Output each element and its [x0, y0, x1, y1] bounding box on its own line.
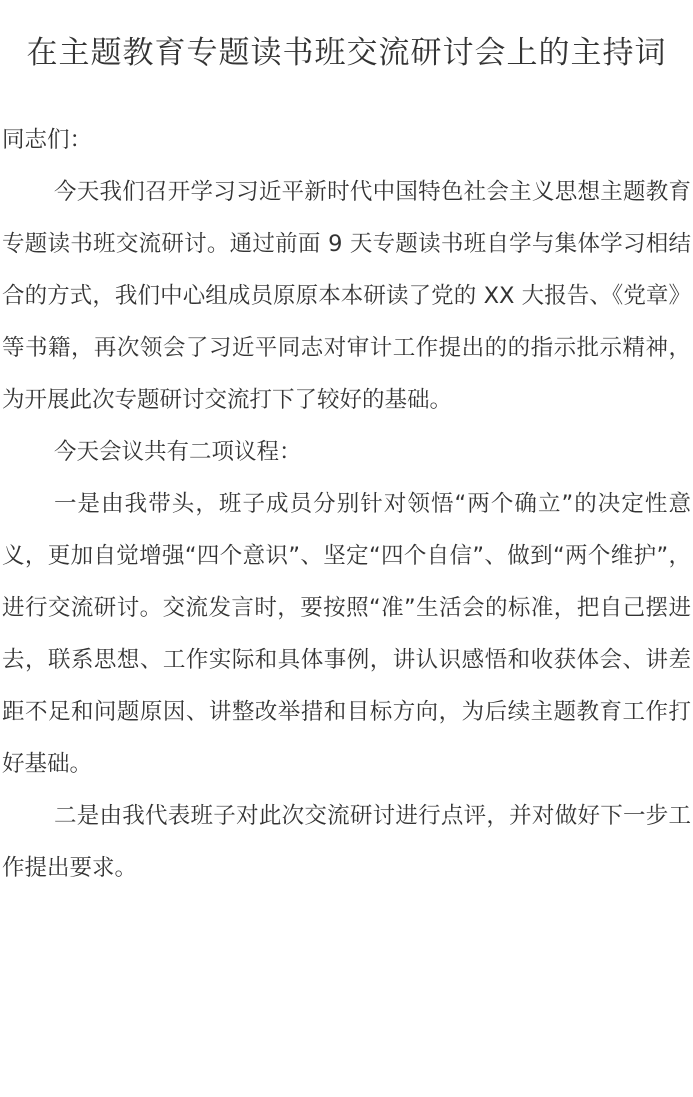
- paragraph-item-two: 二是由我代表班子对此次交流研讨进行点评，并对做好下一步工作提出要求。: [2, 803, 691, 881]
- paragraph-intro: 今天我们召开学习习近平新时代中国特色社会主义思想主题教育专题读书班交流研讨。通过前面 9 天专题读书班自学与集体学习相结合的方式，我们中心组成员原原本本研读了党的 XX 大报告、《党章》等书籍，再次领会了习近平同志对审计工作提出的的指示批示精神，为开展此次专题研讨交流打下了较好的基础。: [2, 179, 691, 413]
- paragraph-item-one: 一是由我带头，班子成员分别针对领悟“两个确立”的决定性意义，更加自觉增强“四个意识”、坚定“四个自信”、做到“两个维护”，进行交流研讨。交流发言时，要按照“准”生活会的标准，把自己摆进去，联系思想、工作实际和具体事例，讲认识感悟和收获体会、讲差距不足和问题原因、讲整改举措和目标方向，为后续主题教育工作打好基础。: [2, 491, 691, 777]
- document-body: [0, 114, 693, 894]
- paragraph-agenda: 今天会议共有二项议程：: [54, 439, 302, 465]
- document-title: 在主题教育专题读书班交流研讨会上的主持词: [26, 35, 667, 71]
- salutation: 同志们：: [2, 127, 93, 153]
